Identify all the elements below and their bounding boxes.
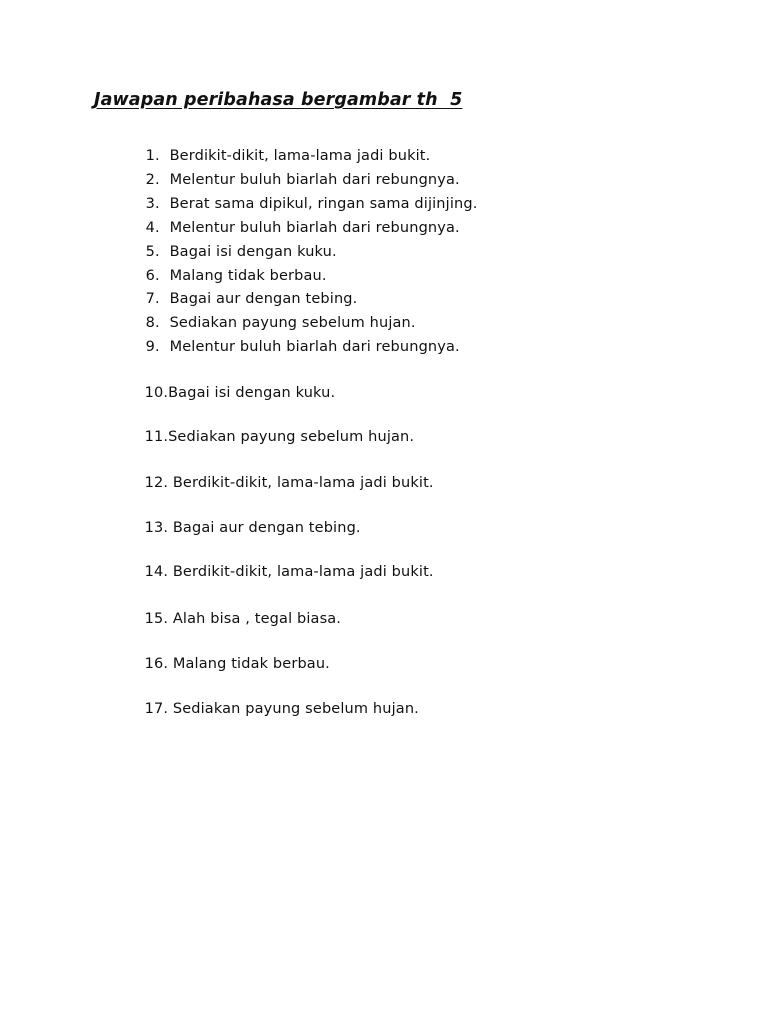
item-text: Berdikit-dikit, lama-lama jadi bukit. bbox=[169, 148, 431, 164]
item-text: Berdikit-dikit, lama-lama jadi bukit. bbox=[168, 564, 434, 580]
item-number: 5. bbox=[145, 244, 160, 260]
item-number: 7. bbox=[145, 291, 160, 307]
item-number: 2. bbox=[145, 172, 160, 188]
item-text: Melentur buluh biarlah dari rebungnya. bbox=[169, 220, 460, 236]
item-number: 8. bbox=[145, 315, 160, 331]
item-number: 14. bbox=[144, 564, 169, 580]
item-number: 13. bbox=[144, 520, 169, 536]
item-number: 1. bbox=[145, 148, 160, 164]
item-text: Melentur buluh biarlah dari rebungnya. bbox=[169, 339, 460, 355]
item-text: Bagai aur dengan tebing. bbox=[169, 291, 358, 307]
item-text: Bagai aur dengan tebing. bbox=[168, 520, 361, 536]
item-number: 4. bbox=[145, 220, 160, 236]
list-item bbox=[116, 682, 419, 736]
item-number: 17. bbox=[144, 701, 169, 717]
document-title: Jawapan peribahasa bergambar th 5 bbox=[94, 90, 463, 110]
item-number: 6. bbox=[145, 268, 160, 284]
item-number: 12. bbox=[144, 475, 169, 491]
item-number: 11. bbox=[144, 429, 169, 445]
item-number: 3. bbox=[145, 196, 160, 212]
item-number: 9. bbox=[145, 339, 160, 355]
item-text: Sediakan payung sebelum hujan. bbox=[168, 429, 415, 445]
item-text: Bagai isi dengan kuku. bbox=[168, 385, 336, 401]
item-text: Bagai isi dengan kuku. bbox=[169, 244, 337, 260]
item-text: Malang tidak berbau. bbox=[168, 656, 330, 672]
item-number: 16. bbox=[144, 656, 169, 672]
item-text: Berat sama dipikul, ringan sama dijinjing. bbox=[169, 196, 478, 212]
item-text: Melentur buluh biarlah dari rebungnya. bbox=[169, 172, 460, 188]
list-item bbox=[116, 545, 434, 599]
item-text: Sediakan payung sebelum hujan. bbox=[168, 701, 419, 717]
item-text: Alah bisa , tegal biasa. bbox=[168, 611, 342, 627]
item-text: Berdikit-dikit, lama-lama jadi bukit. bbox=[168, 475, 434, 491]
item-text: Sediakan payung sebelum hujan. bbox=[169, 315, 416, 331]
item-number: 10. bbox=[144, 385, 169, 401]
item-text: Malang tidak berbau. bbox=[169, 268, 327, 284]
item-number: 15. bbox=[144, 611, 169, 627]
